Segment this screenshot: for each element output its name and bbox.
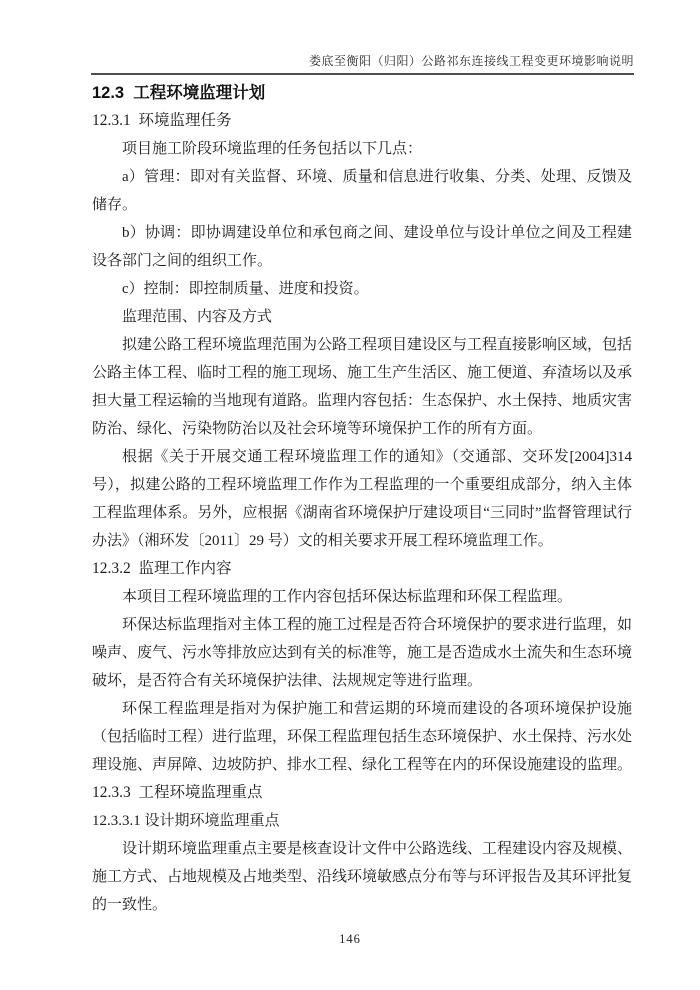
subsection-heading-12-3-2: 12.3.2 监理工作内容 (92, 560, 232, 577)
paragraph-tasks-intro: 项目施工阶段环境监理的任务包括以下几点： (122, 141, 423, 157)
paragraph-basis-documents: 根据《关于开展交通工程环境监理工作的通知》（交通部、交环发[2004]314 号），拟建公路的工程环境监理工作作为工程监理的一个重要组成部分，纳入主体工程监理体系。另外，应根据《湖南省环境保护厅建设项目“三同时”监督管理试行办法》（湘环发〔2011〕29 号）文的相关要求开展工程环境监理工作。 (92, 449, 632, 549)
paragraph-scope-content: 拟建公路工程环境监理范围为公路工程项目建设区与工程直接影响区域，包括公路主体工程、临时工程的施工现场、施工生产生活区、施工便道、弃渣场以及承担大量工程运输的当地现有道路。监理内容包括：生态保护、水土保持、地质灾害防治、绿化、污染物防治以及社会环境等环境保护工作的所有方面。 (92, 337, 633, 437)
paragraph-work-content-intro: 本项目工程环境监理的工作内容包括环保达标监理和环保工程监理。 (122, 589, 573, 605)
running-header-title: 娄底至衡阳（归阳）公路祁东连接线工程变更环境影响说明 (308, 54, 634, 68)
paragraph-item-a-management: a）管理：即对有关监督、环境、质量和信息进行收集、分类、处理、反馈及储存。 (92, 169, 632, 213)
paragraph-design-stage-focus: 设计期环境监理重点主要是核查设计文件中公路选线、工程建设内容及规模、施工方式、占地规模及占地类型、沿线环境敏感点分布等与环评报告及其环评批复的一致性。 (92, 841, 633, 913)
subsection-heading-12-3-3-1: 12.3.3.1 设计期环境监理重点 (92, 813, 280, 829)
paragraph-scope-title: 监理范围、内容及方式 (122, 309, 273, 325)
section-heading-12-3: 12.3 工程环境监理计划 (92, 84, 266, 102)
paragraph-item-c-control: c）控制：即控制质量、进度和投资。 (122, 281, 369, 297)
paragraph-env-project-supervision: 环保工程监理是指对为保护施工和营运期的环境而建设的各项环境保护设施（包括临时工程）进行监理，环保工程监理包括生态环境保护、水土保持、污水处理设施、声屏障、边坡防护、排水工程、绿化工程等在内的环保设施建设的监理。 (92, 701, 633, 773)
header-rule (91, 73, 634, 75)
page-number: 146 (339, 932, 361, 946)
subsection-heading-12-3-3: 12.3.3 工程环境监理重点 (92, 784, 263, 801)
paragraph-item-b-coordination: b）协调：即协调建设单位和承包商之间、建设单位与设计单位之间及工程建设各部门之间的组织工作。 (92, 225, 632, 269)
page-header (91, 0, 634, 83)
document-body (92, 79, 632, 919)
paragraph-compliance-supervision: 环保达标监理指对主体工程的施工过程是否符合环境保护的要求进行监理，如噪声、废气、污水等排放应达到有关的标准等，施工是否造成水土流失和生态环境破坏，是否符合有关环境保护法律、法规规定等进行监理。 (92, 617, 633, 689)
page-footer (0, 930, 700, 948)
subsection-heading-12-3-1: 12.3.1 环境监理任务 (92, 112, 232, 129)
